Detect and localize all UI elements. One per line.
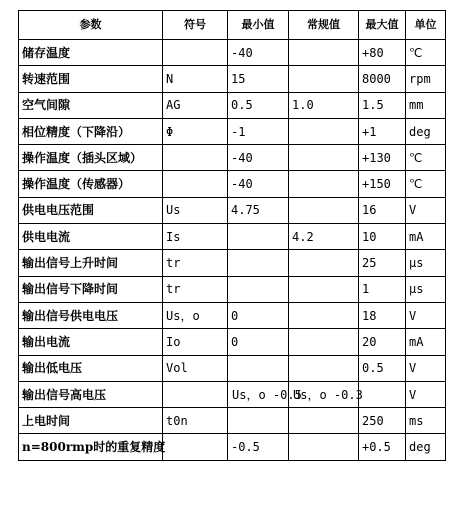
min-cell: 0 <box>228 302 289 328</box>
max-cell: +130 <box>359 145 406 171</box>
symbol-cell: Is <box>163 224 228 250</box>
table-row <box>19 408 446 434</box>
table-row <box>19 250 446 276</box>
unit-cell: mm <box>406 92 446 118</box>
table-row <box>19 145 446 171</box>
typ-cell <box>289 197 359 223</box>
unit-cell: μs <box>406 276 446 302</box>
min-cell: Us，o -0.5 <box>228 381 289 407</box>
max-cell: 16 <box>359 197 406 223</box>
unit-cell: mA <box>406 329 446 355</box>
min-cell: 0 <box>228 329 289 355</box>
unit-cell: V <box>406 381 446 407</box>
symbol-cell: Io <box>163 329 228 355</box>
max-cell: 1 <box>359 276 406 302</box>
param-cell: 输出电流 <box>19 329 163 355</box>
spec-table <box>18 10 446 461</box>
typ-cell: Us，o -0.3 <box>289 381 359 407</box>
typ-cell <box>289 66 359 92</box>
typ-cell <box>289 329 359 355</box>
unit-cell: V <box>406 197 446 223</box>
header-row <box>19 11 446 40</box>
table-row <box>19 40 446 66</box>
min-cell: 4.75 <box>228 197 289 223</box>
max-cell: 20 <box>359 329 406 355</box>
unit-cell: V <box>406 302 446 328</box>
min-cell <box>228 224 289 250</box>
header-unit: 单位 <box>406 11 446 40</box>
unit-cell: μs <box>406 250 446 276</box>
table-row <box>19 118 446 144</box>
symbol-cell: Φ <box>163 118 228 144</box>
symbol-cell <box>163 434 228 460</box>
table-row <box>19 381 446 407</box>
max-cell: +1 <box>359 118 406 144</box>
table-row <box>19 302 446 328</box>
max-cell: 250 <box>359 408 406 434</box>
typ-cell <box>289 118 359 144</box>
param-cell: 输出低电压 <box>19 355 163 381</box>
typ-cell <box>289 250 359 276</box>
table-row <box>19 224 446 250</box>
header-param: 参数 <box>19 11 163 40</box>
param-cell: n=800rmp时的重复精度 <box>19 434 163 460</box>
unit-cell: deg <box>406 118 446 144</box>
symbol-cell: N <box>163 66 228 92</box>
param-cell: 相位精度（下降沿） <box>19 118 163 144</box>
unit-cell: ℃ <box>406 145 446 171</box>
table-row <box>19 276 446 302</box>
max-cell: 0.5 <box>359 355 406 381</box>
header-typ: 常规值 <box>289 11 359 40</box>
unit-cell: ℃ <box>406 40 446 66</box>
unit-cell: mA <box>406 224 446 250</box>
symbol-cell <box>163 40 228 66</box>
typ-cell <box>289 434 359 460</box>
max-cell: +80 <box>359 40 406 66</box>
max-cell: 1.5 <box>359 92 406 118</box>
symbol-cell: t0n <box>163 408 228 434</box>
typ-cell <box>289 408 359 434</box>
typ-cell <box>289 302 359 328</box>
typ-cell: 4.2 <box>289 224 359 250</box>
table-row <box>19 434 446 460</box>
param-cell: 操作温度（插头区域） <box>19 145 163 171</box>
min-cell: -40 <box>228 40 289 66</box>
typ-cell <box>289 145 359 171</box>
min-cell <box>228 355 289 381</box>
table-row <box>19 355 446 381</box>
symbol-cell <box>163 145 228 171</box>
symbol-cell <box>163 381 228 407</box>
param-cell: 供电电流 <box>19 224 163 250</box>
max-cell: 25 <box>359 250 406 276</box>
unit-cell: deg <box>406 434 446 460</box>
symbol-cell: Us，o <box>163 302 228 328</box>
table-row <box>19 66 446 92</box>
param-cell: 空气间隙 <box>19 92 163 118</box>
table-row <box>19 92 446 118</box>
max-cell: +150 <box>359 171 406 197</box>
header-max: 最大值 <box>359 11 406 40</box>
spec-table-container <box>18 10 446 461</box>
min-cell: -40 <box>228 145 289 171</box>
min-cell <box>228 276 289 302</box>
table-row <box>19 171 446 197</box>
max-cell <box>359 381 406 407</box>
table-row <box>19 329 446 355</box>
unit-cell: ℃ <box>406 171 446 197</box>
min-cell: -1 <box>228 118 289 144</box>
table-row <box>19 197 446 223</box>
typ-cell <box>289 276 359 302</box>
max-cell: 10 <box>359 224 406 250</box>
max-cell: 8000 <box>359 66 406 92</box>
min-cell: 15 <box>228 66 289 92</box>
typ-cell <box>289 40 359 66</box>
header-symbol: 符号 <box>163 11 228 40</box>
min-cell <box>228 250 289 276</box>
param-cell: 上电时间 <box>19 408 163 434</box>
param-cell: 输出信号上升时间 <box>19 250 163 276</box>
min-cell: 0.5 <box>228 92 289 118</box>
symbol-cell: AG <box>163 92 228 118</box>
param-cell: 转速范围 <box>19 66 163 92</box>
header-min: 最小值 <box>228 11 289 40</box>
typ-cell <box>289 171 359 197</box>
min-cell: -0.5 <box>228 434 289 460</box>
param-cell: 输出信号高电压 <box>19 381 163 407</box>
param-cell: 输出信号供电电压 <box>19 302 163 328</box>
symbol-cell: tr <box>163 276 228 302</box>
typ-cell <box>289 355 359 381</box>
min-cell: -40 <box>228 171 289 197</box>
unit-cell: ms <box>406 408 446 434</box>
param-cell: 输出信号下降时间 <box>19 276 163 302</box>
param-cell: 储存温度 <box>19 40 163 66</box>
max-cell: 18 <box>359 302 406 328</box>
unit-cell: V <box>406 355 446 381</box>
typ-cell: 1.0 <box>289 92 359 118</box>
symbol-cell: tr <box>163 250 228 276</box>
min-cell <box>228 408 289 434</box>
symbol-cell: Us <box>163 197 228 223</box>
symbol-cell: Vol <box>163 355 228 381</box>
unit-cell: rpm <box>406 66 446 92</box>
param-cell: 操作温度（传感器） <box>19 171 163 197</box>
max-cell: +0.5 <box>359 434 406 460</box>
symbol-cell <box>163 171 228 197</box>
param-cell: 供电电压范围 <box>19 197 163 223</box>
